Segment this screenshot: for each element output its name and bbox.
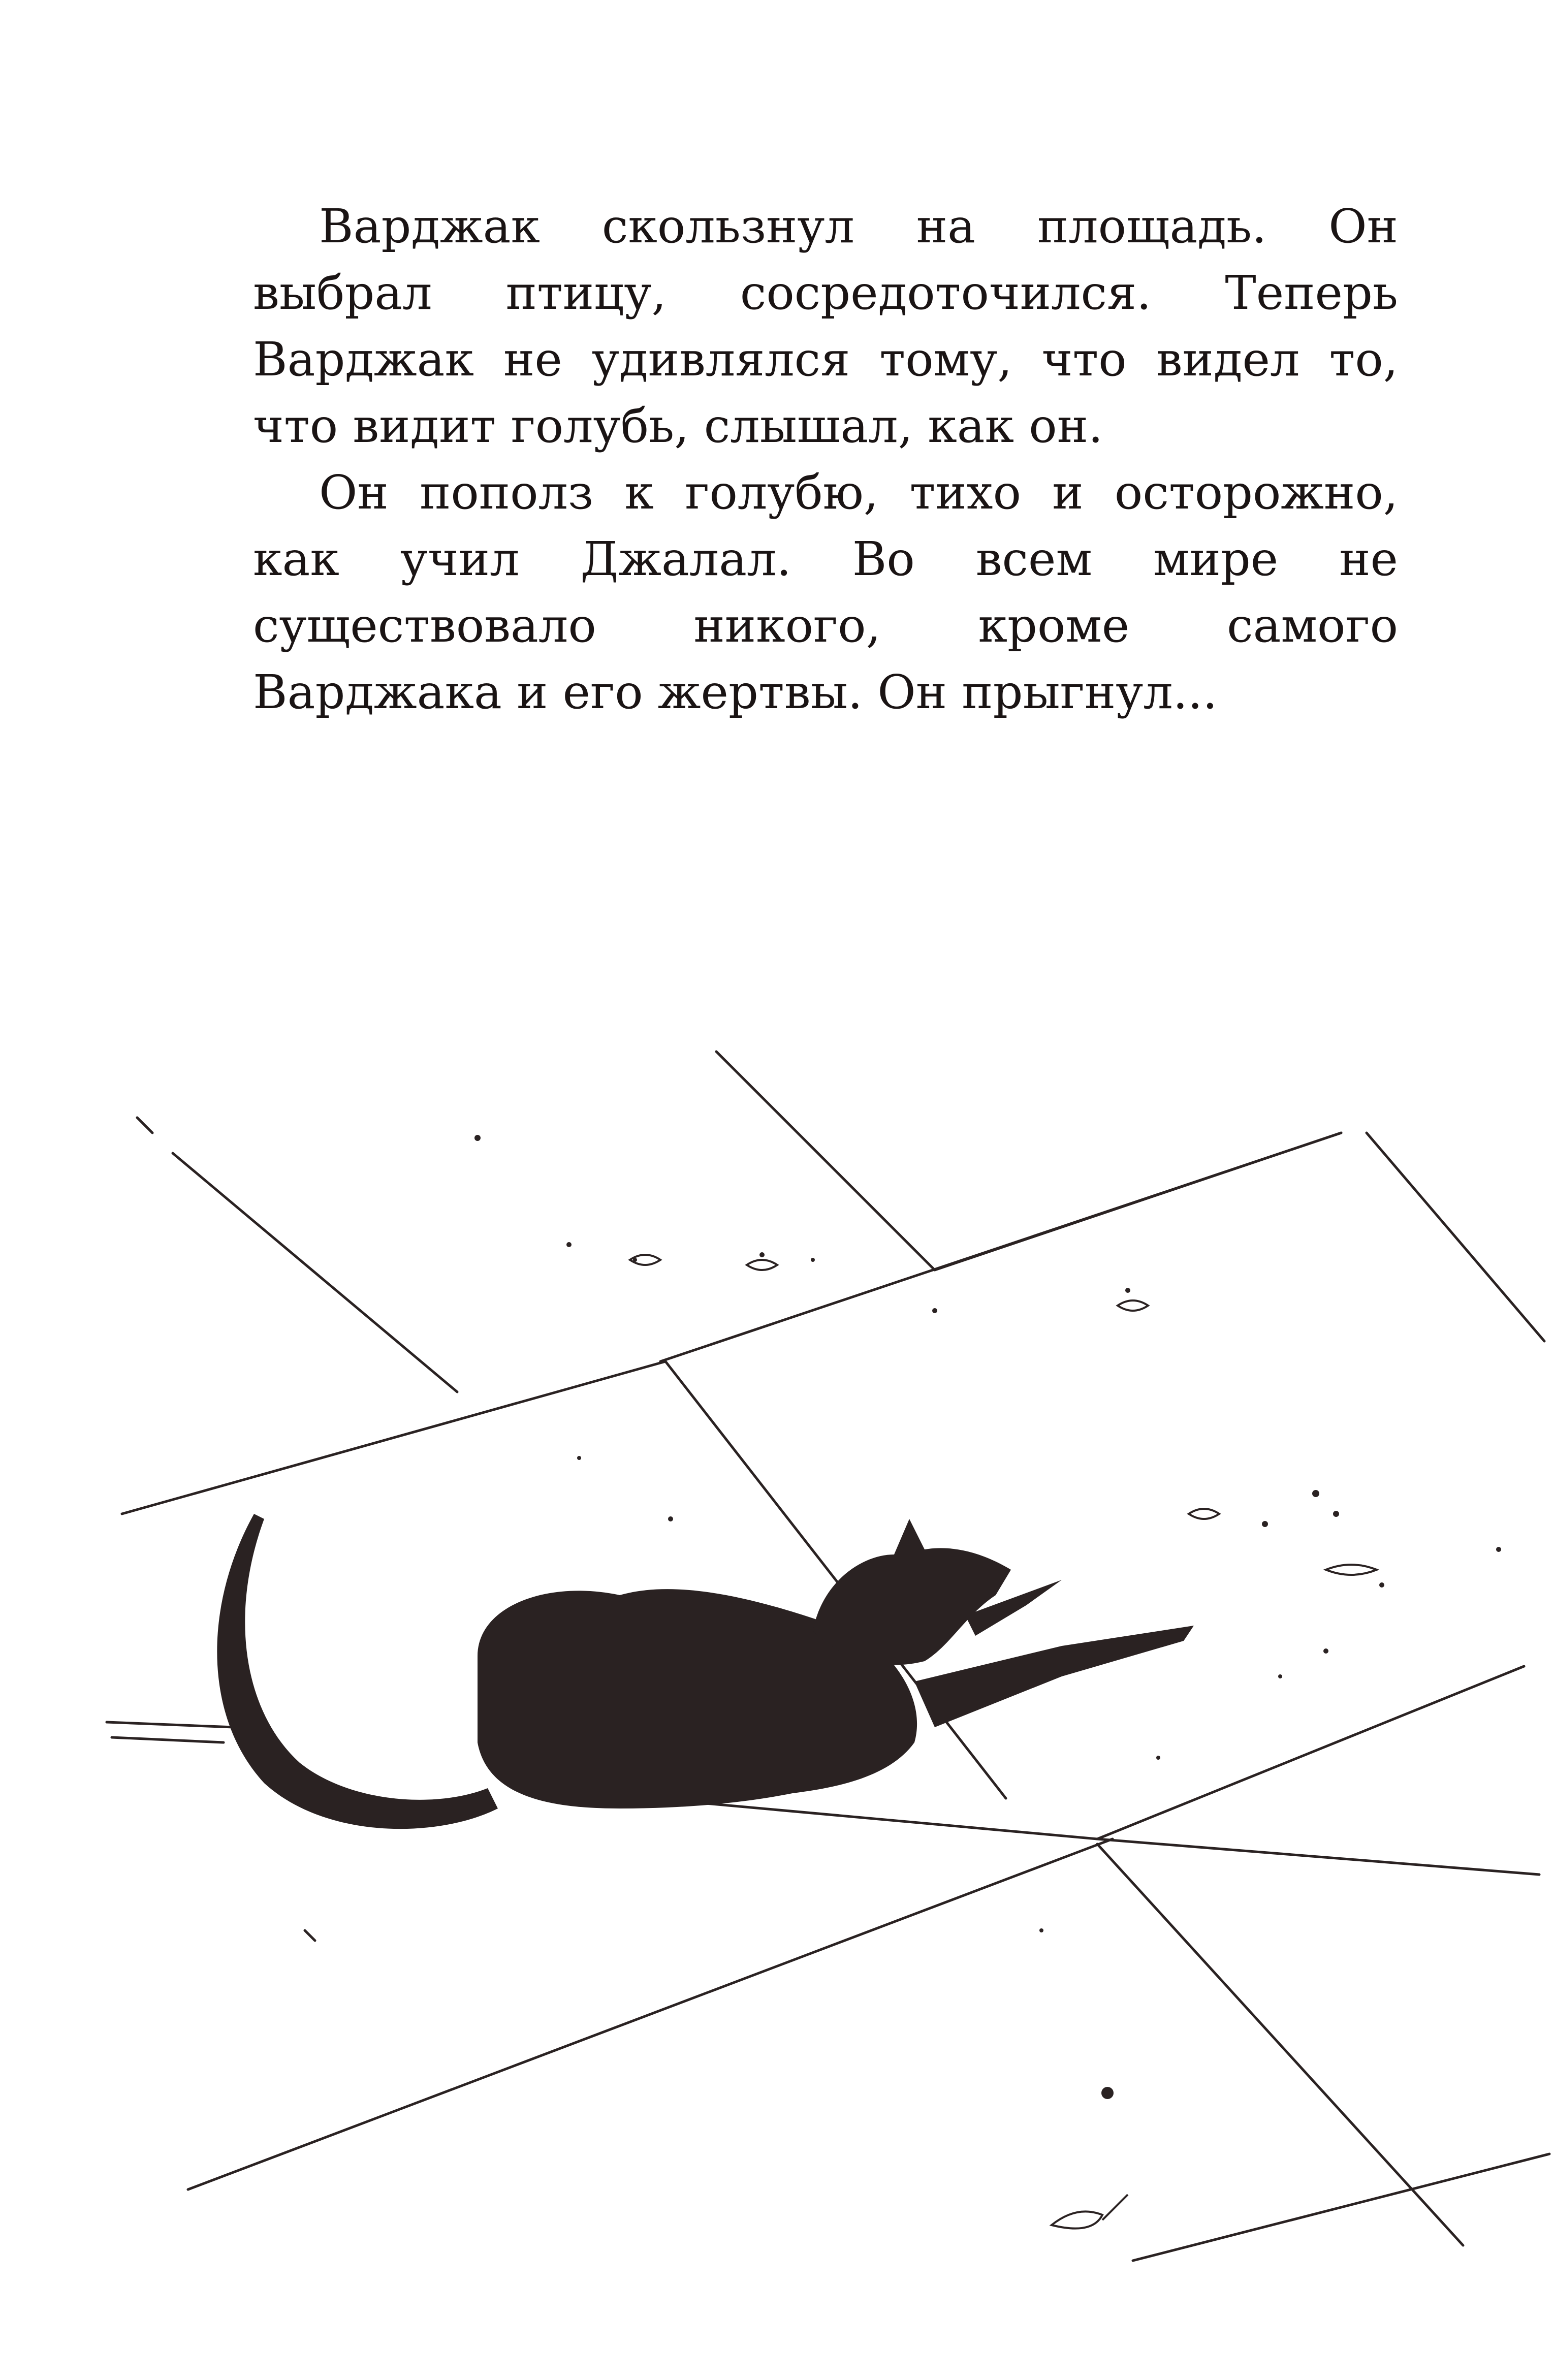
paving-line: [1097, 1844, 1463, 2245]
leaf-icon: [1326, 1565, 1377, 1575]
cat-silhouette: [217, 1514, 1194, 1829]
paving-line: [305, 1930, 315, 1941]
paving-line: [706, 1803, 1097, 1839]
cat-illustration: [0, 1006, 1554, 2286]
leaf-icon: [1052, 2195, 1128, 2229]
body-text: [253, 193, 1398, 725]
paving-line: [1367, 1133, 1544, 1341]
paving-line: [122, 1361, 665, 1514]
paving-line: [716, 1052, 935, 1270]
cat-tail: [217, 1514, 498, 1829]
leaf-icon: [1118, 1300, 1148, 1311]
leaf-icon: [1189, 1509, 1219, 1519]
paving-line: [935, 1133, 1341, 1270]
paving-line: [1097, 1666, 1524, 1839]
paving-line: [1097, 1839, 1539, 1875]
paving-line: [107, 1722, 234, 1727]
paving-line: [137, 1118, 152, 1133]
paragraph-1: Варджак скользнул на площадь. Он выбрал птицу, сосредоточился. Теперь Варджак не удивлялся тому, что видел то, что видит голубь, слышал, как он.: [253, 199, 1398, 453]
paving-line: [112, 1737, 224, 1742]
leaf-icon: [747, 1260, 777, 1270]
paving-line: [1133, 2154, 1549, 2261]
paragraph-2: Он пополз к голубю, тихо и осторожно, как учил Джалал. Во всем мире не существовало никого, кроме самого Варджака и его жертвы. Он прыгнул...: [253, 465, 1398, 719]
paving-line: [173, 1153, 457, 1392]
cat-head: [813, 1519, 1011, 1665]
paving-line: [188, 1839, 1113, 2189]
cat-paw: [914, 1626, 1194, 1727]
